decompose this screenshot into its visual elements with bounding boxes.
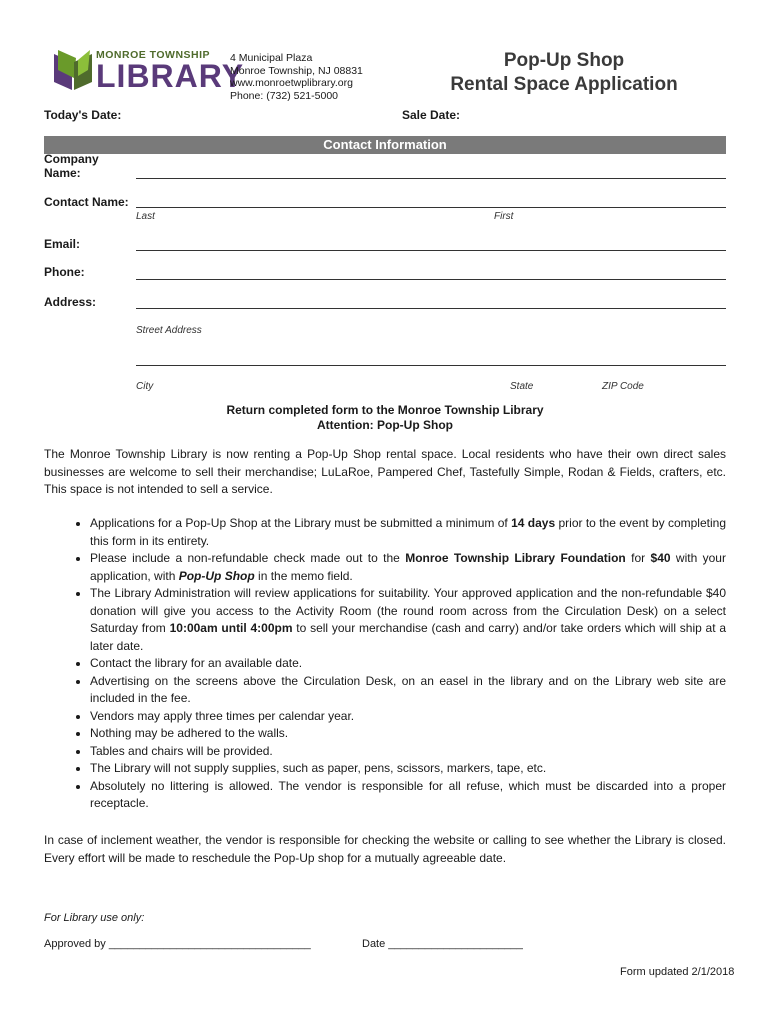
list-item: • Advertising on the screens above the Circulation Desk, on an easel in the library and on the Library web site are included in the fee. xyxy=(90,673,726,708)
zip-hint: ZIP Code xyxy=(602,381,644,392)
address-phone: Phone: (732) 521-5000 xyxy=(230,89,338,102)
phone-field[interactable] xyxy=(136,279,726,280)
company-label-line2: Name: xyxy=(44,166,81,180)
approved-by-field[interactable]: Approved by _________________________________ xyxy=(44,938,311,950)
logo-wordmark: LIBRARY xyxy=(96,58,245,94)
library-logo xyxy=(52,48,245,94)
list-item: • The Library will not supply supplies, such as paper, pens, scissors, markers, tape, etc. xyxy=(90,760,726,778)
street-address-field[interactable] xyxy=(136,308,726,309)
address-street: 4 Municipal Plaza xyxy=(230,52,313,64)
title-line-2: Rental Space Application xyxy=(450,74,678,95)
return-line-1: Return completed form to the Monroe Township Library xyxy=(226,403,544,417)
weather-paragraph: In case of inclement weather, the vendor is responsible for checking the website or calling to see whether the Library is closed. Every effort will be made to reschedule the Pop-Up shop for a mutually agreeable date. xyxy=(44,833,726,865)
list-item: • Tables and chairs will be provided. xyxy=(90,743,726,761)
state-hint: State xyxy=(510,381,534,392)
library-address xyxy=(230,52,363,102)
list-item: • Contact the library for an available date. xyxy=(90,655,726,673)
list-item: • Nothing may be adhered to the walls. xyxy=(90,725,726,743)
city-hint: City xyxy=(136,381,154,392)
address-website: www.monroetwplibrary.org xyxy=(230,77,353,89)
street-address-hint: Street Address xyxy=(136,325,202,336)
email-label: Email: xyxy=(44,237,81,251)
sale-date-label: Sale Date: xyxy=(402,108,461,122)
return-line-2: Attention: Pop-Up Shop xyxy=(317,418,453,432)
form-updated-note: Form updated 2/1/2018 xyxy=(620,966,735,978)
rules-list xyxy=(44,515,726,813)
last-name-hint: Last xyxy=(136,211,155,222)
intro-paragraph: The Monroe Township Library is now renting a Pop-Up Shop rental space. Local residents who have their own direct sales businesses are welcome to sell their merchandise; LuLaRoe, Pampered Chef, Tastefully Simple, Rodan & Fields, crafters, etc. This space is not intended to sell a service. xyxy=(44,447,726,496)
contact-name-label: Contact Name: xyxy=(44,195,129,209)
list-item: • Vendors may apply three times per calendar year. xyxy=(90,708,726,726)
contact-name-field[interactable] xyxy=(136,207,726,208)
book-leaf-icon xyxy=(52,48,94,92)
list-item: • Applications for a Pop-Up Shop at the Library must be submitted a minimum of 14 days prior to the event by completing this form in its entirety. xyxy=(90,515,726,550)
list-item: • Absolutely no littering is allowed. The vendor is responsible for all refuse, which must be discarded into a proper receptacle. xyxy=(90,778,726,813)
company-name-field[interactable] xyxy=(136,178,726,179)
address-label: Address: xyxy=(44,295,97,309)
contact-section-header: Contact Information xyxy=(44,136,726,154)
title-line-1: Pop-Up Shop xyxy=(503,50,625,71)
list-item: • Please include a non-refundable check made out to the Monroe Township Library Foundation for $40 with your application, with Pop-Up Shop in the memo field. xyxy=(90,550,726,585)
city-state-zip-field[interactable] xyxy=(136,365,726,366)
phone-label: Phone: xyxy=(44,265,85,279)
approval-date-field[interactable]: Date ______________________ xyxy=(362,938,523,950)
form-title xyxy=(440,49,688,97)
first-name-hint: First xyxy=(494,211,514,222)
library-use-label: For Library use only: xyxy=(44,912,145,924)
logo-wordmark-top: MONROE TOWNSHIP xyxy=(96,49,211,61)
email-field[interactable] xyxy=(136,250,726,251)
list-item: • The Library Administration will review applications for suitability. Your approved application and the non-refundable $40 donation will give you access to the Activity Room (the round room across from the Circulation Desk) on a select Saturday from 10:00am until 4:00pm to sell your merchandise (cash and carry) and/or take orders which will ship at a later date. xyxy=(90,585,726,655)
company-label-line1: Company xyxy=(44,152,99,166)
address-city: Monroe Township, NJ 08831 xyxy=(230,64,363,77)
company-name-label xyxy=(44,152,99,180)
todays-date-label: Today's Date: xyxy=(44,108,122,122)
return-instructions xyxy=(44,403,726,433)
